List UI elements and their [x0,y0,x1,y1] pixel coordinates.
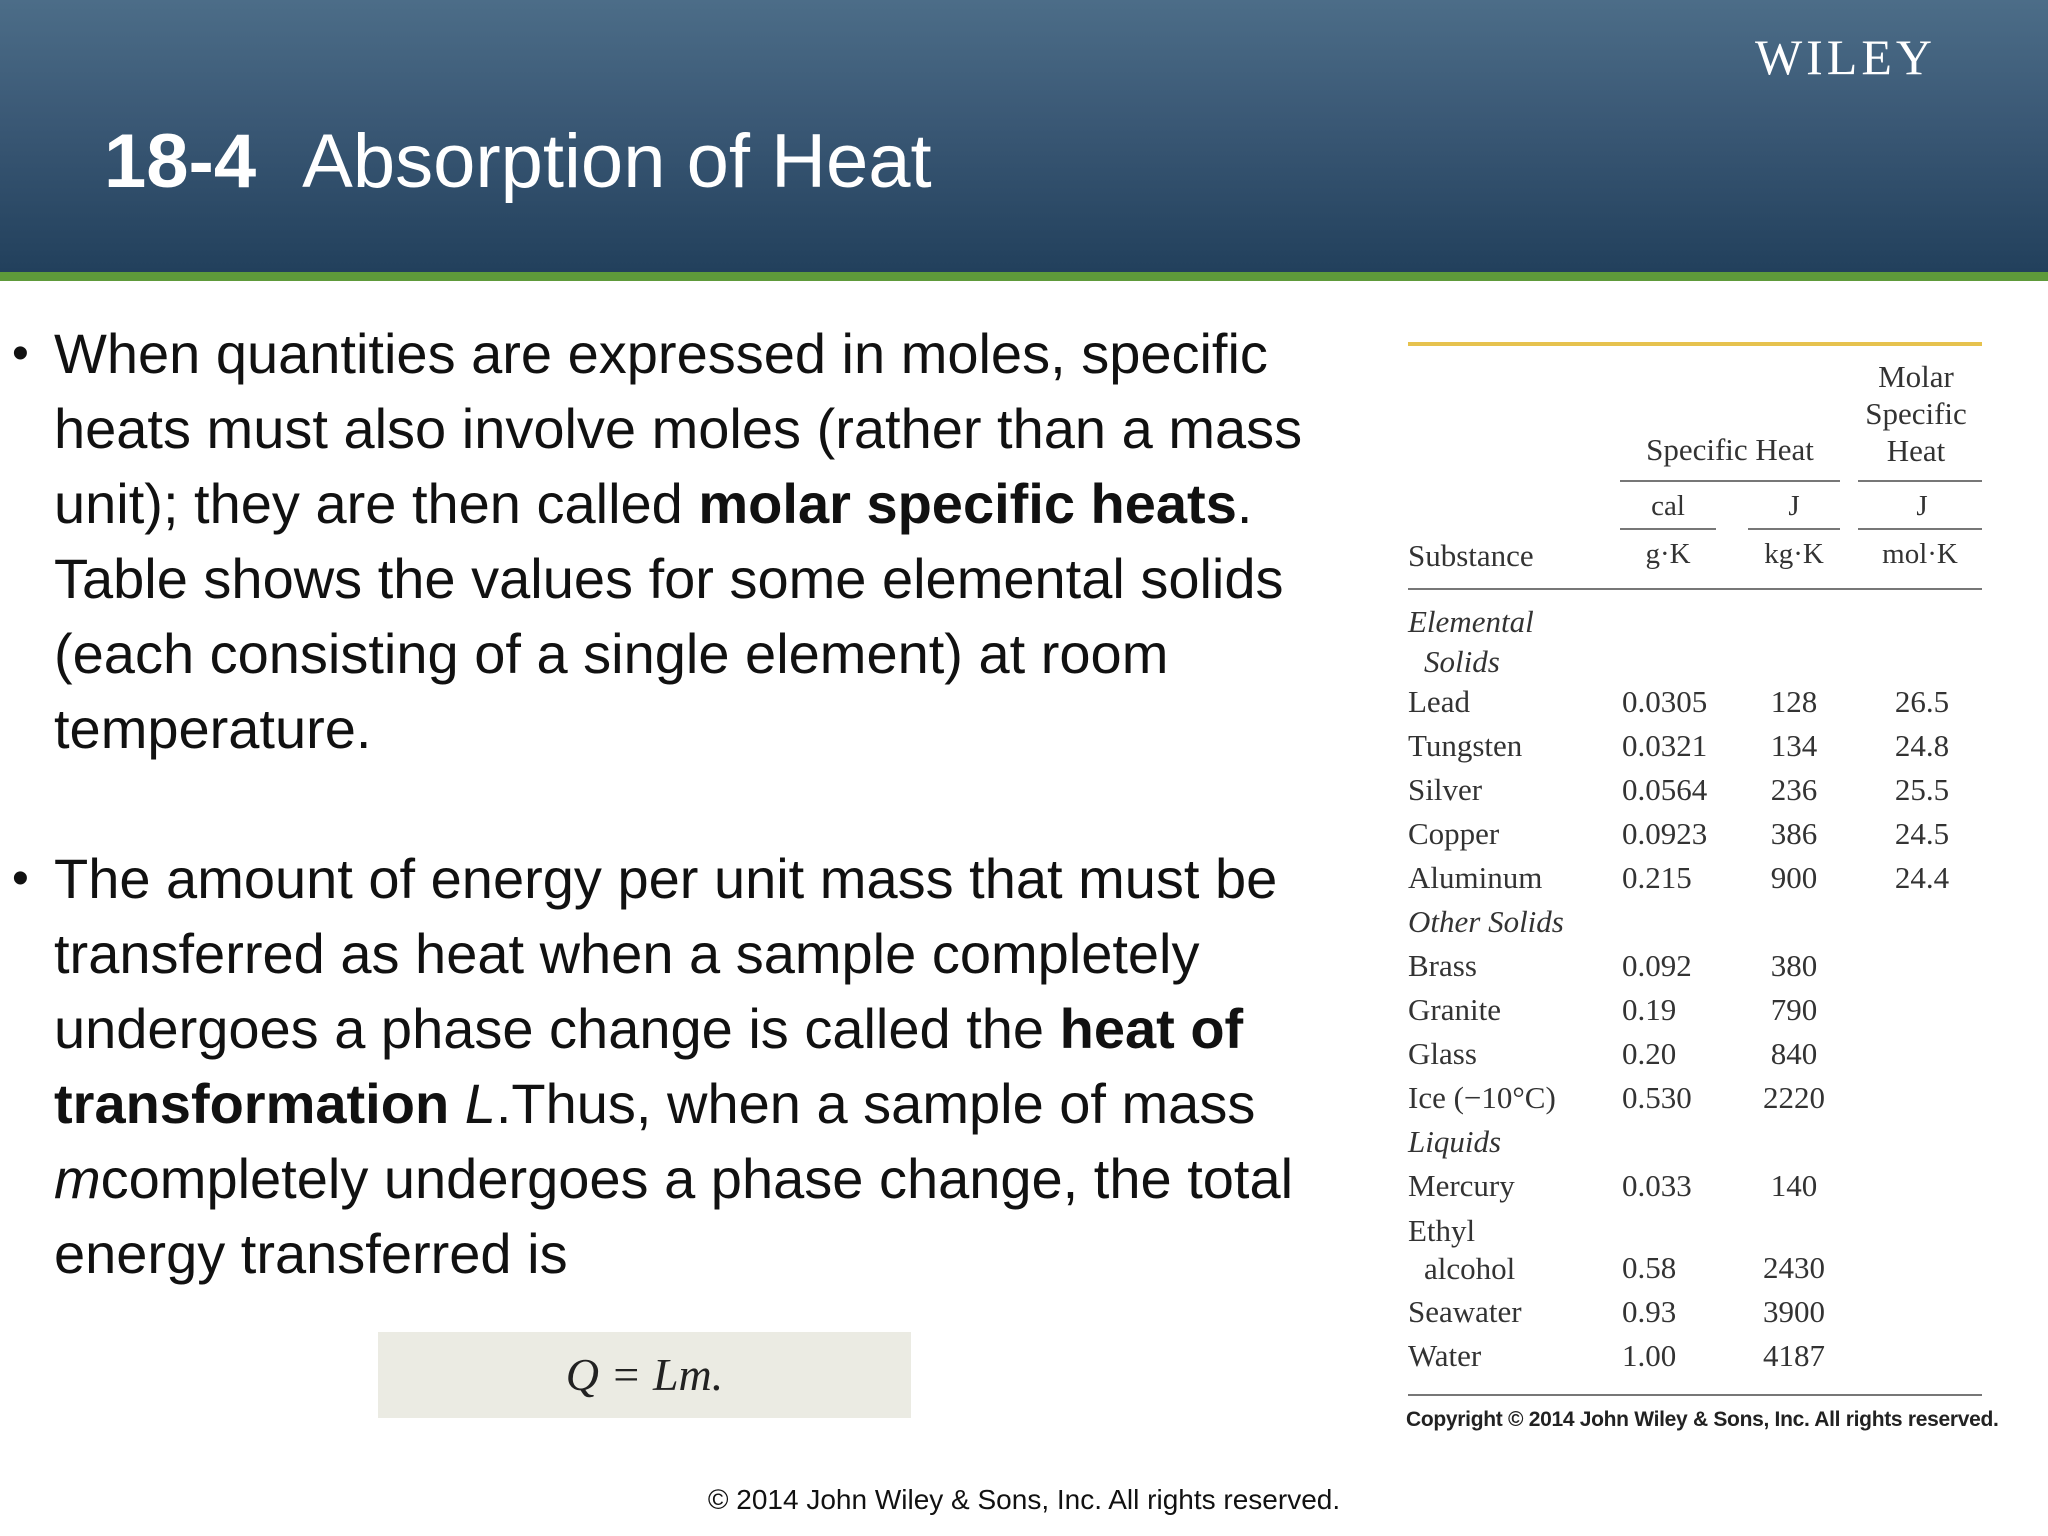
bullet-text: .Thus, when a sample of mass [495,1072,1256,1135]
bullet-text: completely undergoes a phase change, the total energy transferred is [54,1147,1294,1285]
bullet-text: The amount of energy per unit mass that must be transferred as heat when a sample completely undergoes a phase change is called the [54,847,1278,1060]
bullet-heat-of-transformation [0,841,1385,1291]
fraction-bar [1620,528,1716,530]
header-bottom-rule [1408,588,1982,590]
header-molar-specific-heat: Molar Specific Heat [1865,359,1967,468]
unit-j-denominator: kg·K [1764,538,1824,570]
rule [1858,480,1982,482]
table-top-rule [1408,342,1982,346]
equation-box: Q = Lm. [378,1332,911,1418]
bullet-marker: • [12,327,29,380]
unit-cal-denominator: g·K [1645,538,1691,570]
bullet-bold-term: heat of transformation [54,997,1244,1135]
fraction-bar [1858,528,1982,530]
fraction-bar [1748,528,1840,530]
slide-title [104,118,932,205]
variable-m: m [54,1147,101,1210]
group-liquids: Liquids [1408,1124,1502,1159]
slide-footer: © 2014 John Wiley & Sons, Inc. All rights reserved. [707,1484,1341,1515]
table-bottom-rule [1408,1394,1982,1396]
variable-L: L [464,1072,496,1135]
unit-j-mol-denominator: mol·K [1882,538,1958,570]
bullet-molar-specific-heat [0,316,1385,766]
header-accent-bar [0,272,2048,281]
group-other-solids: Other Solids [1408,904,1564,939]
table-copyright: Copyright © 2014 John Wiley & Sons, Inc. All rights reserved. [1406,1408,1999,1431]
unit-cal-numerator: cal [1651,490,1685,522]
bullet-bold-term: molar specific heats [698,472,1237,535]
wiley-logo: WILEY [1754,29,1936,85]
bullet-text: . Table shows the values for some elemental solids (each consisting of a single element) at room temperature. [54,472,1284,760]
bullet-list [0,316,1385,1291]
rule [1620,480,1840,482]
section-number: 18-4 [104,119,257,204]
slide-header [0,0,2048,272]
unit-j-numerator: J [1788,490,1800,522]
unit-j-mol-numerator: J [1916,490,1928,522]
header-specific-heat: Specific Heat [1646,432,1814,467]
group-elemental-solids: Elemental Solids [1408,604,1534,679]
specific-heat-table: Molar Specific Heat Specific Heat cal J J Substance g·K kg·K mol·K Elemental Solids Lead 0.0305 128 26.5 Tungsten 0.0321 134 24.8 Silver 0.0564 236 25.5 Copper 0.0923 386 24.5 Aluminum 0.215 900 24.4 Other Solids Brass 0.092 380 Granite 0.19 790 Glass 0.20 840 Ice (−10°C) 0.530 2220 Liquids Mercury 0.033 140 Ethyl alcohol 0.58 2430 Seawater 0.93 3900 Water 1.00 4187 Copyright © 2014 John Wiley & Sons, Inc. All rights reserved. [1398,332,2018,1452]
bullet-marker: • [12,852,29,905]
title-text: Absorption of Heat [302,119,932,204]
header-substance: Substance [1408,538,1534,573]
bullet-text: When quantities are expressed in moles, specific heats must also involve moles (rather than a mass unit); they are then called [54,322,1303,535]
